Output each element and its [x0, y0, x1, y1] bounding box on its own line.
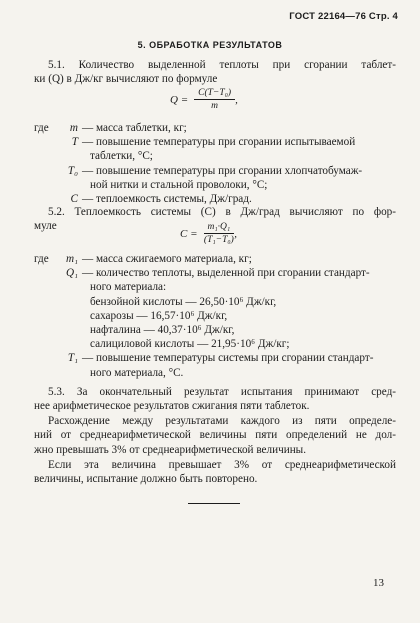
paragraph-line: нее арифметическое результатов сжигания пяти таблеток. [34, 400, 310, 413]
definition-row [34, 280, 396, 294]
definition-row [34, 164, 396, 178]
definition-row [34, 295, 396, 309]
paragraph-line: 5.2. Теплоемкость системы (C) в Дж/град вычисляют по фор- [48, 206, 396, 218]
definition-text: — повышение температуры системы при сгорании стандарт- [82, 352, 374, 365]
paragraph-line: величины, испытание должно быть повторено. [34, 473, 258, 486]
formula-denominator: (T₁−T₀) [203, 235, 234, 245]
definition-text: салициловой кислоты — 21,95·10⁶ Дж/кг; [90, 338, 290, 351]
formula-q [170, 88, 238, 111]
definition-symbol [34, 337, 90, 351]
paragraph-line: 5.1. Количество выделенной теплоты при сгорании таблет- [48, 59, 396, 71]
paragraph-line: муле [34, 220, 57, 233]
definition-text: — повышение температуры при сгорании испытываемой [82, 136, 356, 149]
definition-symbol: C [70, 193, 78, 206]
formula-numerator: m₁·Q₁ [204, 222, 235, 234]
definitions-2 [34, 252, 396, 380]
definitions-1 [34, 121, 396, 206]
definition-symbol: T₀ [67, 164, 78, 177]
paragraph-line: жно превышать 3% от среднеарифметической величины. [34, 443, 306, 456]
formula-lhs: C = [180, 227, 198, 240]
paragraph-line: Если эта величина превышает 3% от среднеарифметической [48, 459, 396, 471]
page-header: ГОСТ 22164—76 Стр. 4 [289, 11, 398, 22]
definition-text: бензойной кислоты — 26,50·10⁶ Дж/кг, [90, 295, 277, 308]
definition-text: ного материала, °С. [90, 366, 184, 379]
definition-row [34, 135, 396, 149]
paragraph-repeat [34, 458, 396, 487]
definition-symbol: T₁ [67, 352, 78, 365]
definition-symbol [34, 309, 90, 323]
definition-text: сахарозы — 16,57·10⁶ Дж/кг, [90, 309, 228, 322]
definition-symbol: m₁ [66, 253, 78, 265]
formula-tail: , [235, 93, 238, 106]
definition-row [34, 149, 396, 163]
definition-text: — количество теплоты, выделенной при сгорании стандарт- [82, 267, 370, 280]
definition-text: ного материала: [90, 281, 167, 294]
definition-text: — теплоемкость системы, Дж/град. [82, 193, 252, 206]
definition-symbol [34, 323, 90, 337]
definition-text: — повышение температуры при сгорании хлопчатобумаж- [82, 164, 363, 177]
definition-row [34, 121, 396, 135]
paragraph-line: ний от среднеарифметической величины пяти определений не дол- [34, 429, 396, 442]
definition-row [34, 178, 396, 192]
definition-symbol: T [71, 136, 78, 149]
definition-symbol [34, 280, 90, 294]
definition-text: — масса сжигаемого материала, кг; [82, 253, 252, 265]
paragraph-line: ки (Q) в Дж/кг вычисляют по формуле [34, 73, 218, 86]
formula-lhs: Q = [170, 93, 189, 106]
definition-row [34, 323, 396, 337]
paragraph-5-1 [34, 58, 396, 87]
definition-symbol [34, 149, 90, 163]
paragraph-discrepancy [34, 414, 396, 457]
definition-text: таблетки, °С; [90, 150, 153, 163]
definition-symbol [34, 366, 90, 380]
formula-numerator: C(T−T₀) [194, 88, 235, 100]
definition-row [34, 366, 396, 380]
end-rule [188, 503, 240, 504]
definition-text: ной нитки и стальной проволоки, °С; [90, 178, 268, 191]
paragraph-line: Расхождение между результатами каждого из пяти определе- [48, 415, 396, 427]
formula-c [180, 222, 237, 245]
page-number: 13 [373, 577, 384, 589]
paragraph-line: 5.3. За окончательный результат испытания принимают сред- [48, 386, 396, 398]
definition-symbol [34, 178, 90, 192]
section-title: 5. ОБРАБОТКА РЕЗУЛЬТАТОВ [137, 40, 283, 50]
definition-text: — масса таблетки, кг; [82, 122, 187, 134]
where-label: где [34, 122, 49, 134]
formula-tail: , [234, 227, 237, 240]
definition-row [34, 266, 396, 280]
definition-text: нафталина — 40,37·10⁶ Дж/кг, [90, 324, 235, 337]
definition-symbol [34, 295, 90, 309]
definition-symbol: Q₁ [66, 267, 78, 280]
formula-denominator: m [211, 101, 219, 111]
formula-fraction [194, 88, 235, 111]
definition-symbol: m [69, 122, 78, 134]
definition-row [34, 252, 396, 266]
paragraph-5-3 [34, 385, 396, 414]
definition-row [34, 309, 396, 323]
definition-row [34, 337, 396, 351]
where-label: где [34, 253, 49, 265]
formula-fraction [204, 222, 235, 245]
definition-row [34, 351, 396, 365]
